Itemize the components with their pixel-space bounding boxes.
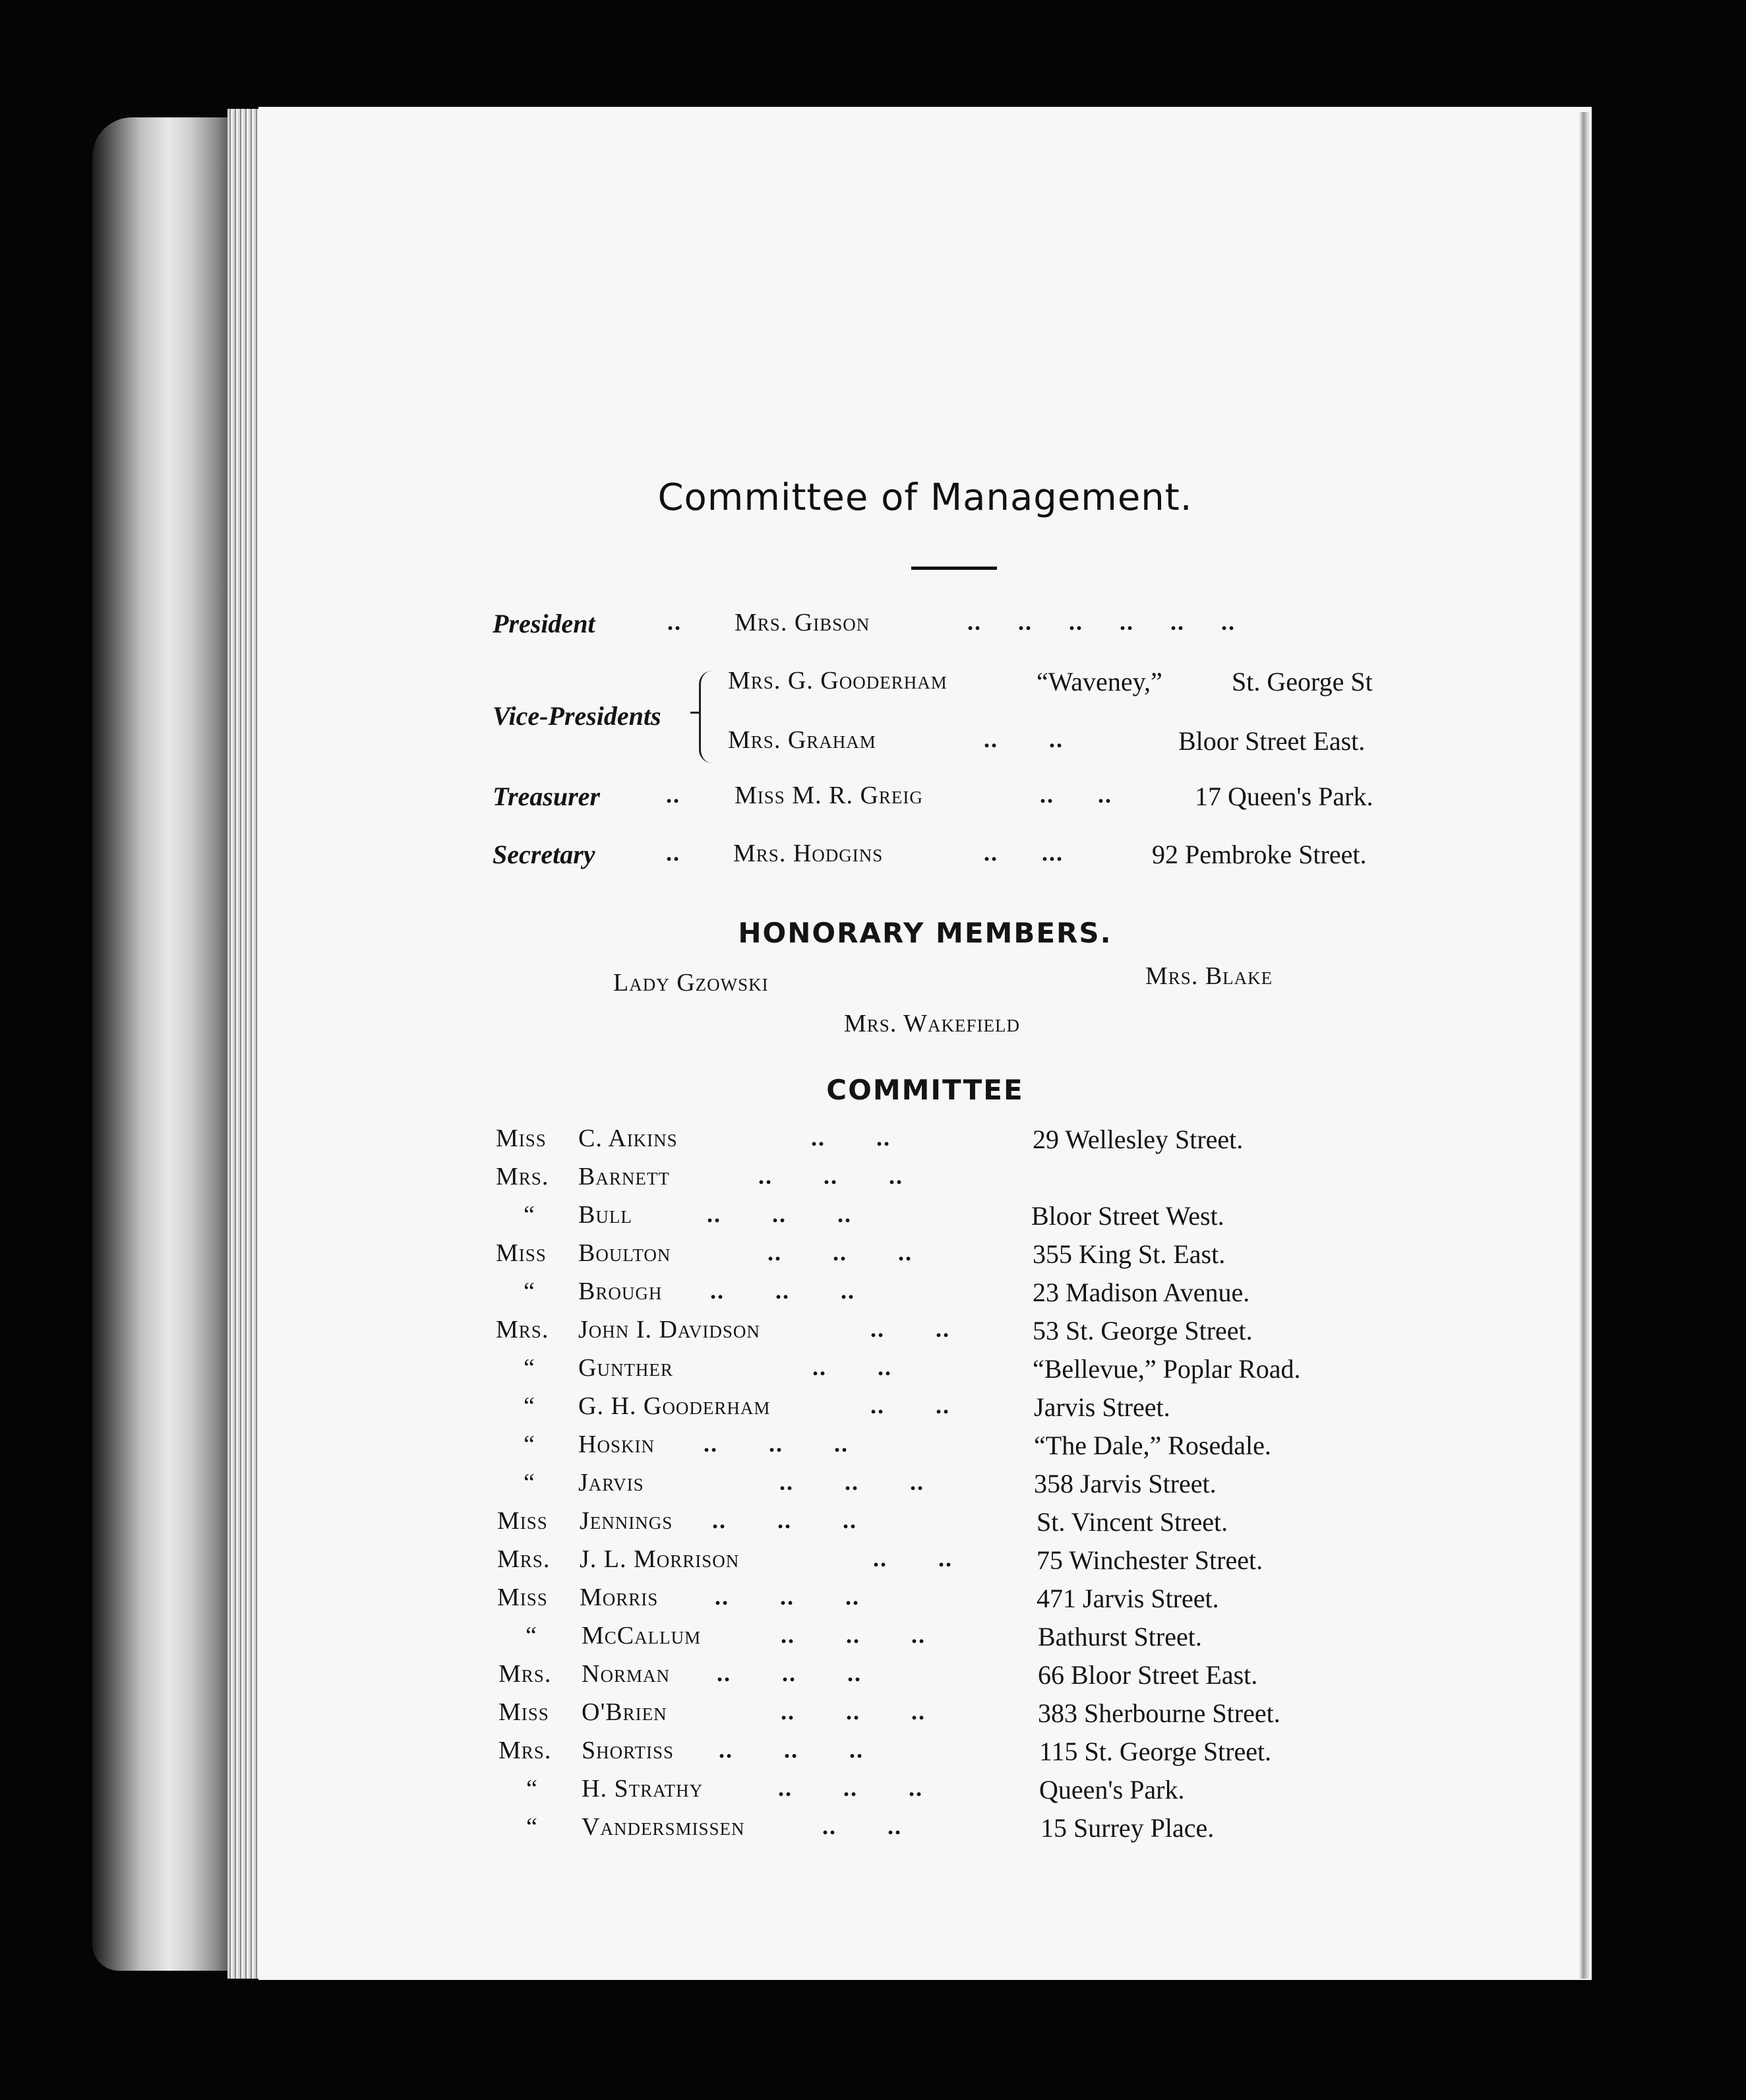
member-name: Jarvis <box>578 1469 644 1497</box>
member-address: 383 Sherbourne Street. <box>1038 1698 1280 1728</box>
leader-dots: .. ... <box>984 840 1064 866</box>
member-prefix: “ <box>526 1775 538 1803</box>
member-prefix: “ <box>526 1813 538 1841</box>
member-address: 23 Madison Avenue. <box>1033 1278 1250 1307</box>
leader-dots: .. .. <box>822 1813 902 1839</box>
member-address: 355 King St. East. <box>1033 1239 1226 1269</box>
member-address: Jarvis Street. <box>1034 1392 1170 1422</box>
committee-row <box>258 1698 1592 1737</box>
next-page-edge <box>1579 112 1590 1979</box>
member-prefix: Mrs. <box>497 1545 551 1573</box>
committee-row <box>258 1162 1592 1202</box>
office-label: Vice-Presidents <box>493 701 661 731</box>
member-address: “The Dale,” Rosedale. <box>1034 1431 1271 1460</box>
member-name: H. Strathy <box>582 1775 704 1803</box>
leader-dots: .. .. .. <box>704 1431 849 1457</box>
member-address: St. Vincent Street. <box>1037 1507 1228 1537</box>
title-rule <box>911 567 997 570</box>
member-name: O'Brien <box>582 1698 667 1726</box>
member-prefix: “ <box>524 1201 535 1229</box>
member-prefix: Mrs. <box>498 1660 552 1688</box>
committee-row <box>258 1277 1592 1316</box>
member-name: Brough <box>578 1278 663 1305</box>
officer-name: Miss M. R. Greig <box>735 782 923 809</box>
member-prefix: Mrs. <box>496 1163 549 1190</box>
member-name: J. L. Morrison <box>580 1545 740 1573</box>
committee-row <box>258 1659 1592 1699</box>
honorary-member: Mrs. Wakefield <box>844 1010 1020 1037</box>
honorary-member: Lady Gzowski <box>613 969 769 997</box>
page-title: Committee of Management. <box>657 476 1193 519</box>
member-address: 75 Winchester Street. <box>1037 1545 1263 1575</box>
officer-secretary <box>258 839 1592 879</box>
member-name: Shortiss <box>582 1737 675 1764</box>
committee-row <box>258 1621 1592 1661</box>
committee-row <box>258 1812 1592 1852</box>
office-label: President <box>493 609 595 638</box>
committee-row <box>258 1506 1592 1546</box>
leader-dots: .. .. <box>984 726 1064 753</box>
member-prefix: Miss <box>497 1584 548 1611</box>
member-name: Gunther <box>578 1354 673 1382</box>
leader-dots: .. .. .. <box>719 1737 864 1763</box>
office-label: Secretary <box>493 840 595 869</box>
honorary-members-heading: HONORARY MEMBERS. <box>738 917 1112 949</box>
leader-dots: .. .. .. <box>778 1775 923 1801</box>
member-prefix: Mrs. <box>498 1737 552 1764</box>
member-prefix: Miss <box>497 1507 548 1535</box>
member-name: Norman <box>582 1660 670 1688</box>
member-address: 358 Jarvis Street. <box>1034 1469 1217 1498</box>
member-prefix: Miss <box>496 1239 547 1267</box>
committee-row <box>258 1315 1592 1355</box>
committee-row <box>258 1124 1592 1163</box>
leader-dots: .. .. .. <box>717 1660 862 1686</box>
committee-row <box>258 1430 1592 1469</box>
leader-dots: .. .. <box>873 1545 953 1572</box>
committee-row <box>258 1200 1592 1240</box>
member-address: 53 St. George Street. <box>1033 1316 1253 1345</box>
officer-address: Bloor Street East. <box>1178 726 1366 756</box>
member-name: Vandersmissen <box>582 1813 745 1841</box>
member-name: Bull <box>578 1201 632 1229</box>
member-prefix: Mrs. <box>496 1316 549 1343</box>
leader-dots: .. .. .. <box>779 1469 924 1495</box>
member-address: 66 Bloor Street East. <box>1038 1660 1258 1690</box>
leader-dots: .. .. .. <box>758 1163 903 1189</box>
office-label: Treasurer <box>493 782 600 811</box>
officer-address: 17 Queen's Park. <box>1195 782 1373 811</box>
member-prefix: “ <box>524 1392 535 1420</box>
book-spine <box>92 117 251 1971</box>
member-address: Bloor Street West. <box>1031 1201 1224 1231</box>
committee-row <box>258 1392 1592 1431</box>
member-name: C. Aikins <box>578 1125 678 1152</box>
leader-dots: .. .. <box>812 1354 892 1380</box>
leader-dots: .. .. .. <box>715 1584 860 1610</box>
officer-name: Mrs. G. Gooderham <box>728 667 948 695</box>
member-prefix: “ <box>524 1278 535 1305</box>
leader-dots: .. .. .. <box>710 1278 855 1304</box>
leader-dots: .. <box>667 609 682 635</box>
committee-heading: COMMITTEE <box>826 1074 1024 1106</box>
member-name: Boulton <box>578 1239 671 1267</box>
leader-dots: .. .. <box>870 1316 950 1342</box>
member-address: “Bellevue,” Poplar Road. <box>1033 1354 1301 1384</box>
member-name: Barnett <box>578 1163 670 1190</box>
member-address: 15 Surrey Place. <box>1040 1813 1215 1843</box>
officer-address: St. George St <box>1232 667 1373 696</box>
officer-president <box>258 608 1592 648</box>
committee-row <box>258 1545 1592 1584</box>
member-address: Queen's Park. <box>1039 1775 1185 1805</box>
member-address: Bathurst Street. <box>1038 1622 1202 1652</box>
member-prefix: Miss <box>498 1698 549 1726</box>
member-prefix: “ <box>524 1469 535 1497</box>
member-name: Hoskin <box>578 1431 655 1458</box>
member-name: Morris <box>580 1584 659 1611</box>
officer-vice-president-1 <box>258 666 1592 706</box>
member-name: Jennings <box>580 1507 673 1535</box>
leader-dots: .. <box>666 782 680 808</box>
member-prefix: Miss <box>496 1125 547 1152</box>
leader-dots: .. <box>666 840 680 866</box>
leader-dots: .. .. .. <box>707 1201 852 1227</box>
leader-dots: .. .. .. .. .. .. <box>967 609 1236 635</box>
leader-dots: .. .. .. <box>712 1507 857 1533</box>
officer-name: Mrs. Gibson <box>735 609 870 636</box>
leader-dots: .. .. <box>870 1392 950 1419</box>
member-name: McCallum <box>582 1622 702 1650</box>
officer-treasurer <box>258 781 1592 820</box>
member-address: 115 St. George Street. <box>1039 1737 1272 1766</box>
member-name: John I. Davidson <box>578 1316 760 1343</box>
committee-row <box>258 1353 1592 1393</box>
leader-dots: .. .. .. <box>781 1698 926 1725</box>
honorary-member: Mrs. Blake <box>1145 962 1273 990</box>
officer-vice-president-2 <box>258 726 1592 765</box>
member-address: 471 Jarvis Street. <box>1037 1584 1219 1613</box>
committee-row <box>258 1583 1592 1622</box>
officer-address: “Waveney,” <box>1037 667 1162 696</box>
officer-name: Mrs. Graham <box>728 726 876 754</box>
leader-dots: .. .. .. <box>781 1622 926 1648</box>
officer-address: 92 Pembroke Street. <box>1152 840 1367 869</box>
page-edges <box>227 109 260 1979</box>
leader-dots: .. .. <box>811 1125 891 1151</box>
committee-row <box>258 1736 1592 1776</box>
book-page <box>258 107 1592 1980</box>
committee-row <box>258 1468 1592 1508</box>
leader-dots: .. .. <box>1040 782 1112 808</box>
member-prefix: “ <box>526 1622 537 1650</box>
leader-dots: .. .. .. <box>768 1239 913 1266</box>
member-name: G. H. Gooderham <box>578 1392 771 1420</box>
committee-row <box>258 1239 1592 1278</box>
member-address: 29 Wellesley Street. <box>1033 1125 1244 1154</box>
member-prefix: “ <box>524 1431 535 1458</box>
officer-name: Mrs. Hodgins <box>733 840 884 867</box>
committee-row <box>258 1774 1592 1814</box>
member-prefix: “ <box>524 1354 535 1382</box>
